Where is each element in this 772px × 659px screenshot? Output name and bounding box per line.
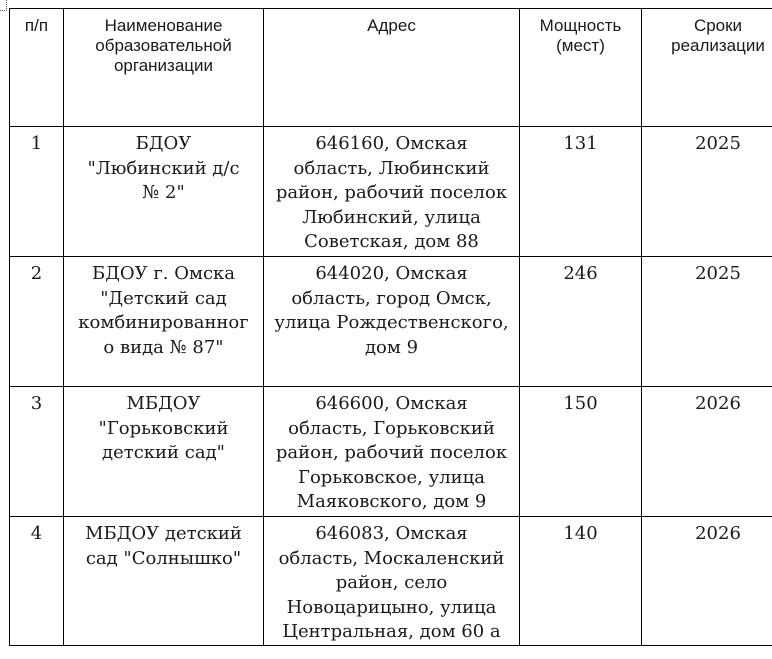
table-row bbox=[10, 127, 772, 257]
table-row bbox=[10, 517, 772, 646]
cell-num: 3 bbox=[10, 387, 64, 517]
cell-name: МБДОУ "Горьковский детский сад" bbox=[64, 387, 264, 517]
table-row bbox=[10, 387, 772, 517]
table-anchor-marker bbox=[0, 0, 7, 11]
header-capacity: Мощность (мест) bbox=[520, 9, 642, 127]
cell-address: 646083, Омская область, Москаленский район, село Новоцарицыно, улица Центральная, дом 60 а bbox=[264, 517, 520, 646]
cell-deadline: 2025 bbox=[642, 127, 772, 257]
cell-num: 1 bbox=[10, 127, 64, 257]
table-row bbox=[10, 257, 772, 387]
cell-address: 644020, Омская область, город Омск, улица Рождественского, дом 9 bbox=[264, 257, 520, 387]
organizations-table bbox=[9, 8, 772, 646]
cell-capacity: 140 bbox=[520, 517, 642, 646]
cell-address: 646600, Омская область, Горьковский район, рабочий поселок Горьковское, улица Маяковского, дом 9 bbox=[264, 387, 520, 517]
cell-capacity: 131 bbox=[520, 127, 642, 257]
cell-address: 646160, Омская область, Любинский район, рабочий поселок Любинский, улица Советская, дом 88 bbox=[264, 127, 520, 257]
cell-num: 4 bbox=[10, 517, 64, 646]
cell-deadline: 2026 bbox=[642, 517, 772, 646]
cell-deadline: 2025 bbox=[642, 257, 772, 387]
cell-name: БДОУ "Любинский д/с № 2" bbox=[64, 127, 264, 257]
cell-name: БДОУ г. Омска "Детский сад комбинированног о вида № 87" bbox=[64, 257, 264, 387]
header-num: п/п bbox=[10, 9, 64, 127]
cell-num: 2 bbox=[10, 257, 64, 387]
header-name: Наименование образовательной организации bbox=[64, 9, 264, 127]
header-address: Адрес bbox=[264, 9, 520, 127]
cell-capacity: 246 bbox=[520, 257, 642, 387]
header-deadline: Сроки реализации bbox=[642, 9, 772, 127]
cell-name: МБДОУ детский сад "Солнышко" bbox=[64, 517, 264, 646]
cell-deadline: 2026 bbox=[642, 387, 772, 517]
cell-capacity: 150 bbox=[520, 387, 642, 517]
table-header-row bbox=[10, 9, 772, 127]
